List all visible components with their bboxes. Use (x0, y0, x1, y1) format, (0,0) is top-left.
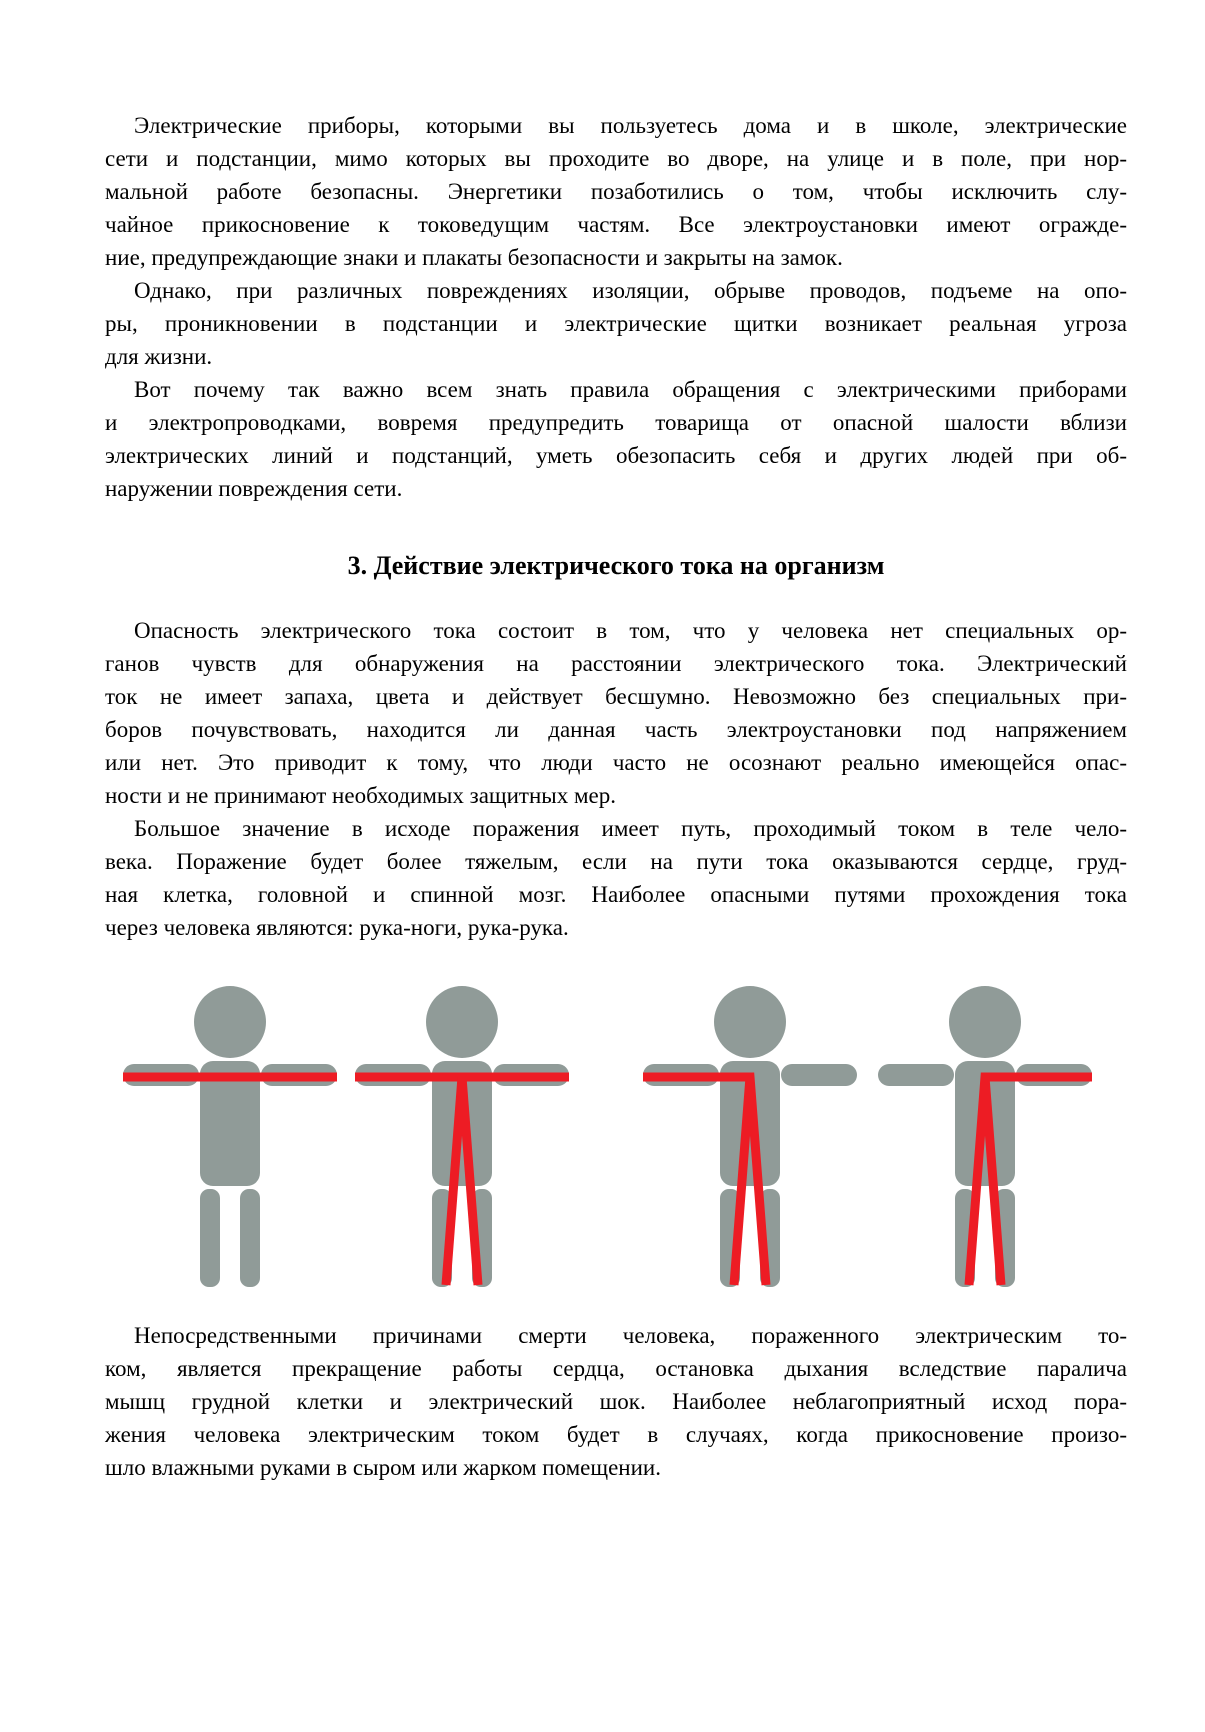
text-line: века. Поражение будет более тяжелым, если на пути тока оказываются сердце, груд- (105, 849, 1127, 874)
section-heading: 3. Действие электрического тока на организм (347, 551, 885, 580)
text-line: Непосредственными причинами смерти человека, пораженного электрическим то- (134, 1323, 1127, 1348)
text-line: Однако, при различных повреждениях изоляции, обрыве проводов, подъеме на опо- (134, 278, 1127, 303)
person-silhouette (355, 986, 569, 1287)
text-line: мальной работе безопасны. Энергетики позаботились о том, чтобы исключить слу- (105, 179, 1127, 204)
text-line: Вот почему так важно всем знать правила обращения с электрическими приборами (134, 377, 1127, 402)
text-line: ганов чувств для обнаружения на расстоянии электрического тока. Электрический (105, 651, 1127, 676)
figure-hand-to-hand (123, 986, 337, 1287)
text-line: для жизни. (105, 344, 213, 369)
text-line: ная клетка, головной и спинной мозг. Наиболее опасными путями прохождения тока (105, 882, 1127, 907)
person-silhouette (123, 986, 337, 1287)
text-line: сети и подстанции, мимо которых вы проходите во дворе, на улице и в поле, при нор- (105, 146, 1127, 171)
main-text-column (105, 109, 1127, 944)
closing-paragraph (105, 1319, 1127, 1484)
text-line: наружении повреждения сети. (105, 476, 403, 501)
intro-paragraph-3 (105, 373, 1127, 505)
text-line: или нет. Это приводит к тому, что люди часто не осознают реально имеющейся опас- (105, 750, 1127, 775)
text-line: боров почувствовать, находится ли данная часть электроустановки под напряжением (105, 717, 1127, 742)
text-line: шло влажными руками в сыром или жарком помещении. (105, 1455, 661, 1480)
intro-paragraph-1 (105, 109, 1127, 274)
current-path-diagram (0, 985, 1205, 1297)
text-line: ры, проникновении в подстанции и электрические щитки возникает реальная угроза (105, 311, 1127, 336)
section-paragraph-2 (105, 812, 1127, 944)
text-line: мышц грудной клетки и электрический шок. Наиболее неблагоприятный исход пора- (105, 1389, 1127, 1414)
person-silhouette (643, 986, 857, 1287)
text-line: Опасность электрического тока состоит в том, что у человека нет специальных ор- (134, 618, 1127, 643)
text-line: электрических линий и подстанций, уметь обезопасить себя и других людей при об- (105, 443, 1127, 468)
text-line: Электрические приборы, которыми вы пользуетесь дома и в школе, электрические (134, 113, 1127, 138)
text-line: Большое значение в исходе поражения имеет путь, проходимый током в теле чело- (134, 816, 1127, 841)
section-paragraph-1 (105, 614, 1127, 812)
closing-text-column (105, 1319, 1127, 1484)
figure-right-hand-to-feet (878, 986, 1092, 1287)
person-silhouette (878, 986, 1092, 1287)
text-line: ности и не принимают необходимых защитных мер. (105, 783, 617, 808)
text-line: ток не имеет запаха, цвета и действует бесшумно. Невозможно без специальных при- (105, 684, 1127, 709)
figure-hands-to-feet (355, 986, 569, 1287)
text-line: жения человека электрическим током будет в случаях, когда прикосновение произо- (105, 1422, 1127, 1447)
text-line: чайное прикосновение к токоведущим частям. Все электроустановки имеют огражде- (105, 212, 1127, 237)
intro-paragraph-2 (105, 274, 1127, 373)
figure-left-hand-to-feet (643, 986, 857, 1287)
text-line: ние, предупреждающие знаки и плакаты безопасности и закрыты на замок. (105, 245, 843, 270)
text-line: ком, является прекращение работы сердца, остановка дыхания вследствие паралича (105, 1356, 1127, 1381)
text-line: через человека являются: рука-ноги, рука-рука. (105, 915, 569, 940)
text-line: и электропроводками, вовремя предупредить товарища от опасной шалости вблизи (105, 410, 1127, 435)
